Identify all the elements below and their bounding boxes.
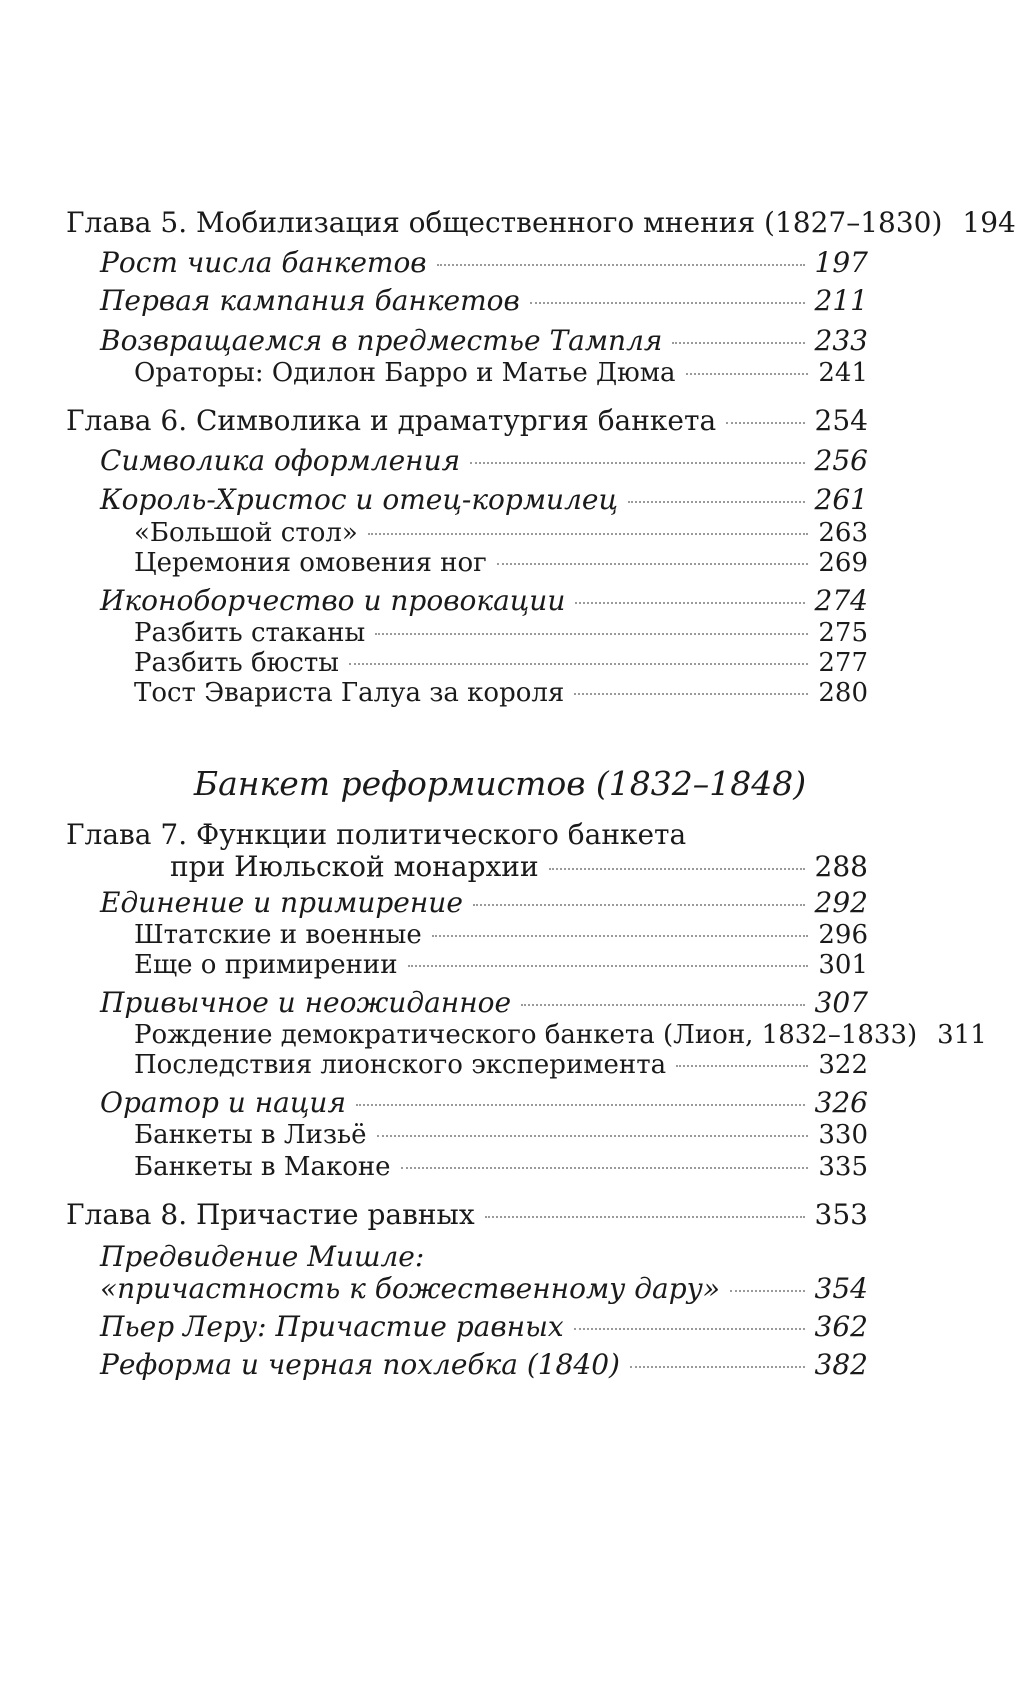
toc-page-number: 197	[814, 246, 868, 279]
toc-entry-section[interactable]	[100, 584, 868, 618]
toc-entry-title: Рост числа банкетов	[100, 246, 427, 279]
toc-entry-section[interactable]	[100, 1348, 868, 1382]
toc-entry-title: Привычное и неожиданное	[100, 986, 512, 1019]
toc-entry-title: Тост Эвариста Галуа за короля	[134, 678, 565, 708]
toc-page-number: 233	[814, 324, 868, 357]
toc-page-number: 322	[818, 1050, 868, 1080]
dot-leader	[437, 264, 805, 266]
toc-entry-subsection[interactable]	[134, 1018, 987, 1052]
dot-leader	[368, 533, 809, 535]
toc-page-number: 254	[814, 404, 868, 437]
toc-entry-title: Штатские и военные	[134, 920, 422, 950]
toc-entry-subsection[interactable]	[134, 948, 868, 982]
dot-leader	[485, 1216, 805, 1218]
toc-page-number: 256	[814, 444, 868, 477]
toc-entry-chapter-6[interactable]	[66, 404, 868, 438]
toc-entry-title: Глава 8. Причастие равных	[66, 1198, 475, 1231]
toc-page-number: 277	[818, 648, 868, 678]
dot-leader	[686, 373, 809, 375]
toc-entry-subsection[interactable]	[134, 646, 868, 680]
toc-page-number: 353	[814, 1198, 868, 1231]
toc-entry-title: Последствия лионского эксперимента	[134, 1050, 667, 1080]
toc-entry-title: Церемония омовения ног	[134, 548, 487, 578]
toc-entry-title: при Июльской монархии	[170, 850, 539, 883]
dot-leader	[628, 501, 805, 503]
toc-page-number: 292	[814, 886, 868, 919]
toc-entry-subsection[interactable]	[134, 616, 868, 650]
toc-page-number: 362	[814, 1310, 868, 1343]
dot-leader	[574, 693, 808, 695]
toc-page-number: 280	[818, 678, 868, 708]
toc-page-number: 275	[818, 618, 868, 648]
dot-leader	[473, 904, 805, 906]
toc-page-number: 330	[818, 1120, 868, 1150]
toc-entry-title: Глава 6. Символика и драматургия банкета	[66, 404, 717, 437]
dot-leader	[726, 422, 804, 424]
dot-leader	[470, 462, 804, 464]
dot-leader	[377, 1135, 809, 1137]
toc-entry-chapter-5[interactable]	[66, 206, 1016, 240]
toc-entry-subsection[interactable]	[134, 918, 868, 952]
toc-entry-title: Реформа и черная похлебка (1840)	[100, 1348, 620, 1381]
toc-page-number: 326	[814, 1086, 868, 1119]
dot-leader	[521, 1004, 804, 1006]
toc-entry-title: Иконоборчество и провокации	[100, 584, 566, 617]
toc-entry-title: «причастность к божественному дару»	[100, 1272, 721, 1305]
toc-page-number: 241	[818, 358, 868, 388]
toc-entry-chapter-8[interactable]	[66, 1198, 868, 1232]
dot-leader	[432, 935, 809, 937]
toc-entry-subsection[interactable]	[134, 1150, 868, 1184]
part-heading: Банкет реформистов (1832–1848)	[193, 764, 807, 803]
toc-entry-title: Первая кампания банкетов	[100, 284, 520, 317]
toc-page-number: 211	[814, 284, 868, 317]
toc-entry-title: Символика оформления	[100, 444, 461, 477]
toc-entry-section-line1[interactable]: Предвидение Мишле:	[100, 1240, 425, 1273]
toc-page-number: 296	[818, 920, 868, 950]
dot-leader	[630, 1366, 805, 1368]
toc-entry-section[interactable]	[100, 483, 868, 517]
toc-entry-chapter-7[interactable]	[170, 850, 868, 884]
dot-leader	[676, 1065, 808, 1067]
toc-page-number: 307	[814, 986, 868, 1019]
toc-entry-section[interactable]	[100, 1310, 868, 1344]
toc-page-number: 194	[962, 206, 1016, 239]
toc-page-number: 274	[814, 584, 868, 617]
toc-entry-title: Банкеты в Маконе	[134, 1152, 391, 1182]
dot-leader	[530, 302, 805, 304]
dot-leader	[549, 868, 805, 870]
dot-leader	[375, 633, 808, 635]
toc-entry-section[interactable]	[100, 1086, 868, 1120]
toc-entry-title: Единение и примирение	[100, 886, 463, 919]
toc-entry-title: Рождение демократического банкета (Лион, 1832–1833)	[134, 1020, 918, 1050]
toc-entry-title: Банкеты в Лизьё	[134, 1120, 367, 1150]
toc-entry-section[interactable]	[100, 246, 868, 280]
toc-entry-subsection[interactable]	[134, 1118, 868, 1152]
toc-entry-section[interactable]	[100, 324, 868, 358]
dot-leader	[575, 602, 804, 604]
toc-entry-title: Еще о примирении	[134, 950, 398, 980]
toc-entry-title: Разбить бюсты	[134, 648, 339, 678]
toc-entry-section[interactable]	[100, 886, 868, 920]
toc-entry-section[interactable]	[100, 444, 868, 478]
dot-leader	[408, 965, 809, 967]
toc-page-number: 261	[814, 483, 868, 516]
toc-entry-title: Ораторы: Одилон Барро и Матье Дюма	[134, 358, 676, 388]
toc-page-number: 288	[814, 850, 868, 883]
dot-leader	[349, 663, 808, 665]
dot-leader	[730, 1290, 805, 1292]
toc-page-number: 311	[937, 1020, 987, 1050]
toc-entry-subsection[interactable]	[134, 546, 868, 580]
toc-page-number: 301	[818, 950, 868, 980]
toc-entry-title: Глава 5. Мобилизация общественного мнения (1827–1830)	[66, 206, 943, 239]
toc-entry-title: Пьер Леру: Причастие равных	[100, 1310, 564, 1343]
toc-page-number: 263	[818, 518, 868, 548]
toc-entry-chapter-7-title-line1[interactable]: Глава 7. Функции политического банкета	[66, 818, 687, 851]
toc-entry-subsection[interactable]	[134, 1048, 868, 1082]
toc-entry-section[interactable]	[100, 284, 868, 318]
toc-entry-subsection[interactable]	[134, 356, 868, 390]
toc-entry-title: Возвращаемся в предместье Тампля	[100, 324, 663, 357]
toc-entry-title: Король-Христос и отец-кормилец	[100, 483, 618, 516]
toc-entry-title: «Большой стол»	[134, 518, 358, 548]
toc-entry-subsection[interactable]	[134, 516, 868, 550]
toc-entry-section[interactable]	[100, 1272, 868, 1306]
toc-page-number: 269	[818, 548, 868, 578]
toc-entry-title: Разбить стаканы	[134, 618, 366, 648]
dot-leader	[356, 1104, 805, 1106]
toc-page-number: 382	[814, 1348, 868, 1381]
dot-leader	[497, 563, 809, 565]
dot-leader	[401, 1167, 809, 1169]
dot-leader	[672, 342, 804, 344]
toc-entry-section[interactable]	[100, 986, 868, 1020]
toc-page-number: 354	[814, 1272, 868, 1305]
toc-entry-subsection[interactable]	[134, 676, 868, 710]
dot-leader	[574, 1328, 805, 1330]
toc-page-number: 335	[818, 1152, 868, 1182]
toc-entry-title: Оратор и нация	[100, 1086, 346, 1119]
